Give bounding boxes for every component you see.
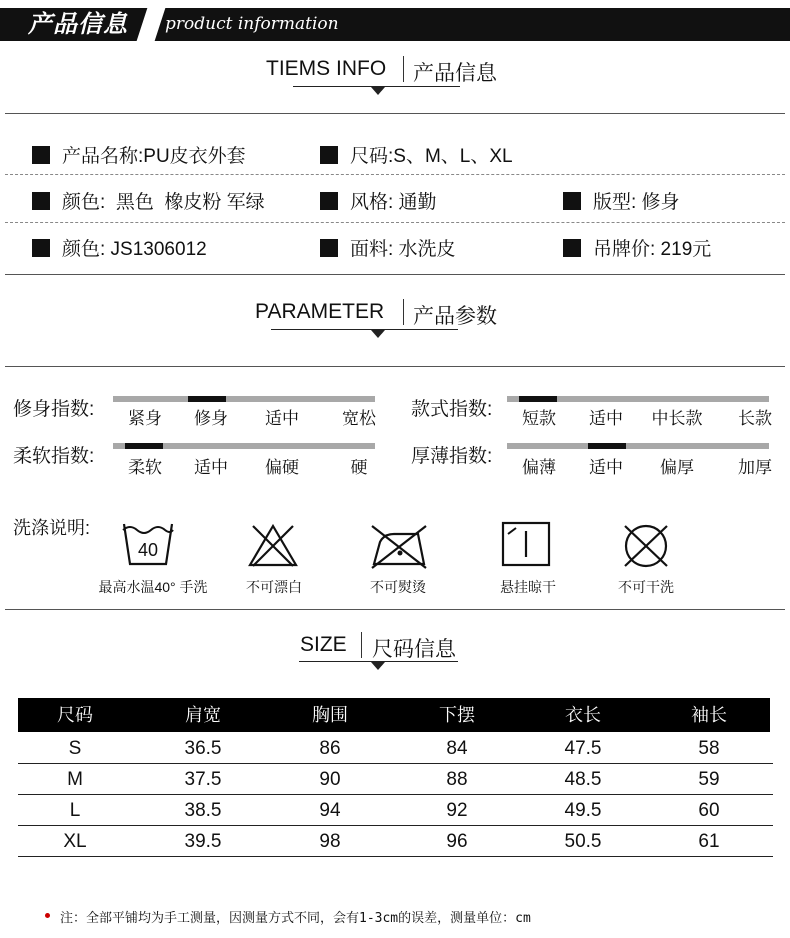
table-cell: 96: [446, 831, 468, 852]
param-option: 偏厚: [660, 458, 694, 477]
table-cell: L: [69, 800, 81, 821]
param-label: 厚薄指数:: [411, 446, 493, 467]
param-indicator: [588, 443, 626, 449]
header-title: 产品信息: [28, 11, 128, 38]
table-cell: 36.5: [184, 738, 222, 759]
section-param-arrow-icon: [371, 330, 385, 338]
section-param-divider: [403, 299, 404, 325]
table-cell: 39.5: [184, 831, 222, 852]
table-row-divider: [18, 763, 773, 764]
section-info-cn: 产品信息: [413, 62, 497, 85]
table-cell: 92: [446, 800, 468, 821]
param-option: 偏薄: [522, 458, 556, 477]
bullet-square-icon: [32, 192, 50, 210]
table-cell: 98: [319, 831, 341, 852]
section-info-divider: [403, 56, 404, 82]
param-indicator: [125, 443, 163, 449]
bullet-square-icon: [32, 146, 50, 164]
param-indicator: [188, 396, 226, 402]
hang-dry-icon: [500, 520, 552, 568]
info-colors: 颜色: 黑色 橡皮粉 军绿: [32, 187, 265, 214]
bullet-square-icon: [32, 239, 50, 257]
no-bleach-icon: [247, 522, 299, 568]
size-table-header: [18, 698, 770, 732]
table-cell: 94: [319, 800, 341, 821]
header-subtitle: product information: [165, 14, 339, 34]
table-cell: 90: [319, 769, 341, 790]
section-size-cn: 尺码信息: [372, 638, 456, 661]
param-option: 适中: [589, 458, 623, 477]
param-option: 紧身: [128, 409, 162, 428]
no-dry-clean-icon: [620, 522, 672, 570]
param-top-rule: [5, 366, 785, 367]
param-track: [113, 443, 375, 449]
care-label-hand-wash: 最高水温40° 手洗: [98, 579, 208, 595]
table-cell: S: [68, 738, 82, 759]
param-indicator: [519, 396, 557, 402]
note-bullet-icon: [45, 913, 50, 918]
table-cell: 37.5: [184, 769, 222, 790]
param-label: 修身指数:: [13, 399, 95, 420]
table-cell: 47.5: [564, 738, 602, 759]
bullet-square-icon: [563, 192, 581, 210]
section-param-cn: 产品参数: [413, 305, 497, 328]
table-cell: 88: [446, 769, 468, 790]
info-price: 吊牌价: 219元: [563, 234, 711, 261]
table-header-cell: 下摆: [439, 705, 475, 725]
param-label: 柔软指数:: [13, 446, 95, 467]
bullet-square-icon: [563, 239, 581, 257]
care-label-hang-dry: 悬挂晾干: [500, 579, 556, 595]
care-label-no-iron: 不可熨烫: [370, 579, 426, 595]
table-cell: 86: [319, 738, 341, 759]
wash-label: 洗涤说明:: [13, 518, 91, 538]
no-iron-icon: [366, 522, 430, 570]
table-header-cell: 肩宽: [185, 705, 221, 725]
table-cell: 61: [698, 831, 720, 852]
section-info-en: TIEMS INFO: [266, 57, 387, 80]
measurement-note: 注：全部平铺均为手工测量，因测量方式不同，会有1-3cm的误差，测量单位：cm: [60, 911, 531, 926]
param-option: 偏硬: [265, 458, 299, 477]
param-option: 适中: [265, 409, 299, 428]
table-row-divider: [18, 825, 773, 826]
table-cell: 58: [698, 738, 720, 759]
info-bottom-rule: [5, 274, 785, 275]
section-param-en: PARAMETER: [255, 300, 385, 323]
table-cell: 59: [698, 769, 720, 790]
param-option: 硬: [350, 458, 368, 477]
section-size-en: SIZE: [300, 633, 347, 656]
bullet-square-icon: [320, 239, 338, 257]
param-option: 适中: [589, 409, 623, 428]
table-cell: M: [67, 769, 83, 790]
info-divider-2: [5, 222, 785, 223]
care-label-no-dry-clean: 不可干洗: [618, 579, 674, 595]
table-header-cell: 衣长: [565, 705, 601, 725]
table-header-cell: 胸围: [312, 705, 348, 725]
info-item-code: 颜色: JS1306012: [32, 234, 207, 261]
table-cell: 38.5: [184, 800, 222, 821]
table-cell: 50.5: [564, 831, 602, 852]
bullet-square-icon: [320, 192, 338, 210]
section-param-underline: [271, 329, 458, 330]
hand-wash-40-icon: [120, 520, 176, 568]
table-row-divider: [18, 794, 773, 795]
table-cell: 84: [446, 738, 468, 759]
table-cell: XL: [63, 831, 87, 852]
table-cell: 60: [698, 800, 720, 821]
param-track: [507, 443, 769, 449]
info-style: 风格: 通勤: [320, 187, 437, 214]
param-label: 款式指数:: [411, 399, 493, 420]
param-option: 长款: [738, 409, 772, 428]
param-option: 宽松: [342, 409, 376, 428]
param-option: 加厚: [738, 458, 772, 477]
param-option: 短款: [522, 409, 556, 428]
info-divider-1: [5, 174, 785, 175]
bullet-square-icon: [320, 146, 338, 164]
care-label-no-bleach: 不可漂白: [246, 579, 302, 595]
wash-temp-number: 40: [137, 540, 159, 560]
param-track: [507, 396, 769, 402]
wash-bottom-rule: [5, 609, 785, 610]
info-fabric: 面料: 水洗皮: [320, 234, 456, 261]
table-header-cell: 尺码: [57, 705, 93, 725]
section-size-arrow-icon: [371, 662, 385, 670]
table-row-divider: [18, 856, 773, 857]
table-cell: 49.5: [564, 800, 602, 821]
info-product-name: 产品名称:PU皮衣外套: [32, 141, 246, 168]
param-option: 修身: [194, 409, 228, 428]
param-option: 柔软: [128, 458, 162, 477]
section-size-divider: [361, 632, 362, 658]
info-top-rule: [5, 113, 785, 114]
param-option: 适中: [194, 458, 228, 477]
param-track: [113, 396, 375, 402]
info-fit: 版型: 修身: [563, 187, 680, 214]
table-header-cell: 袖长: [691, 705, 727, 725]
table-cell: 48.5: [564, 769, 602, 790]
section-info-arrow-icon: [371, 87, 385, 95]
param-option: 中长款: [651, 409, 703, 428]
info-sizes: 尺码:S、M、L、XL: [320, 141, 513, 168]
